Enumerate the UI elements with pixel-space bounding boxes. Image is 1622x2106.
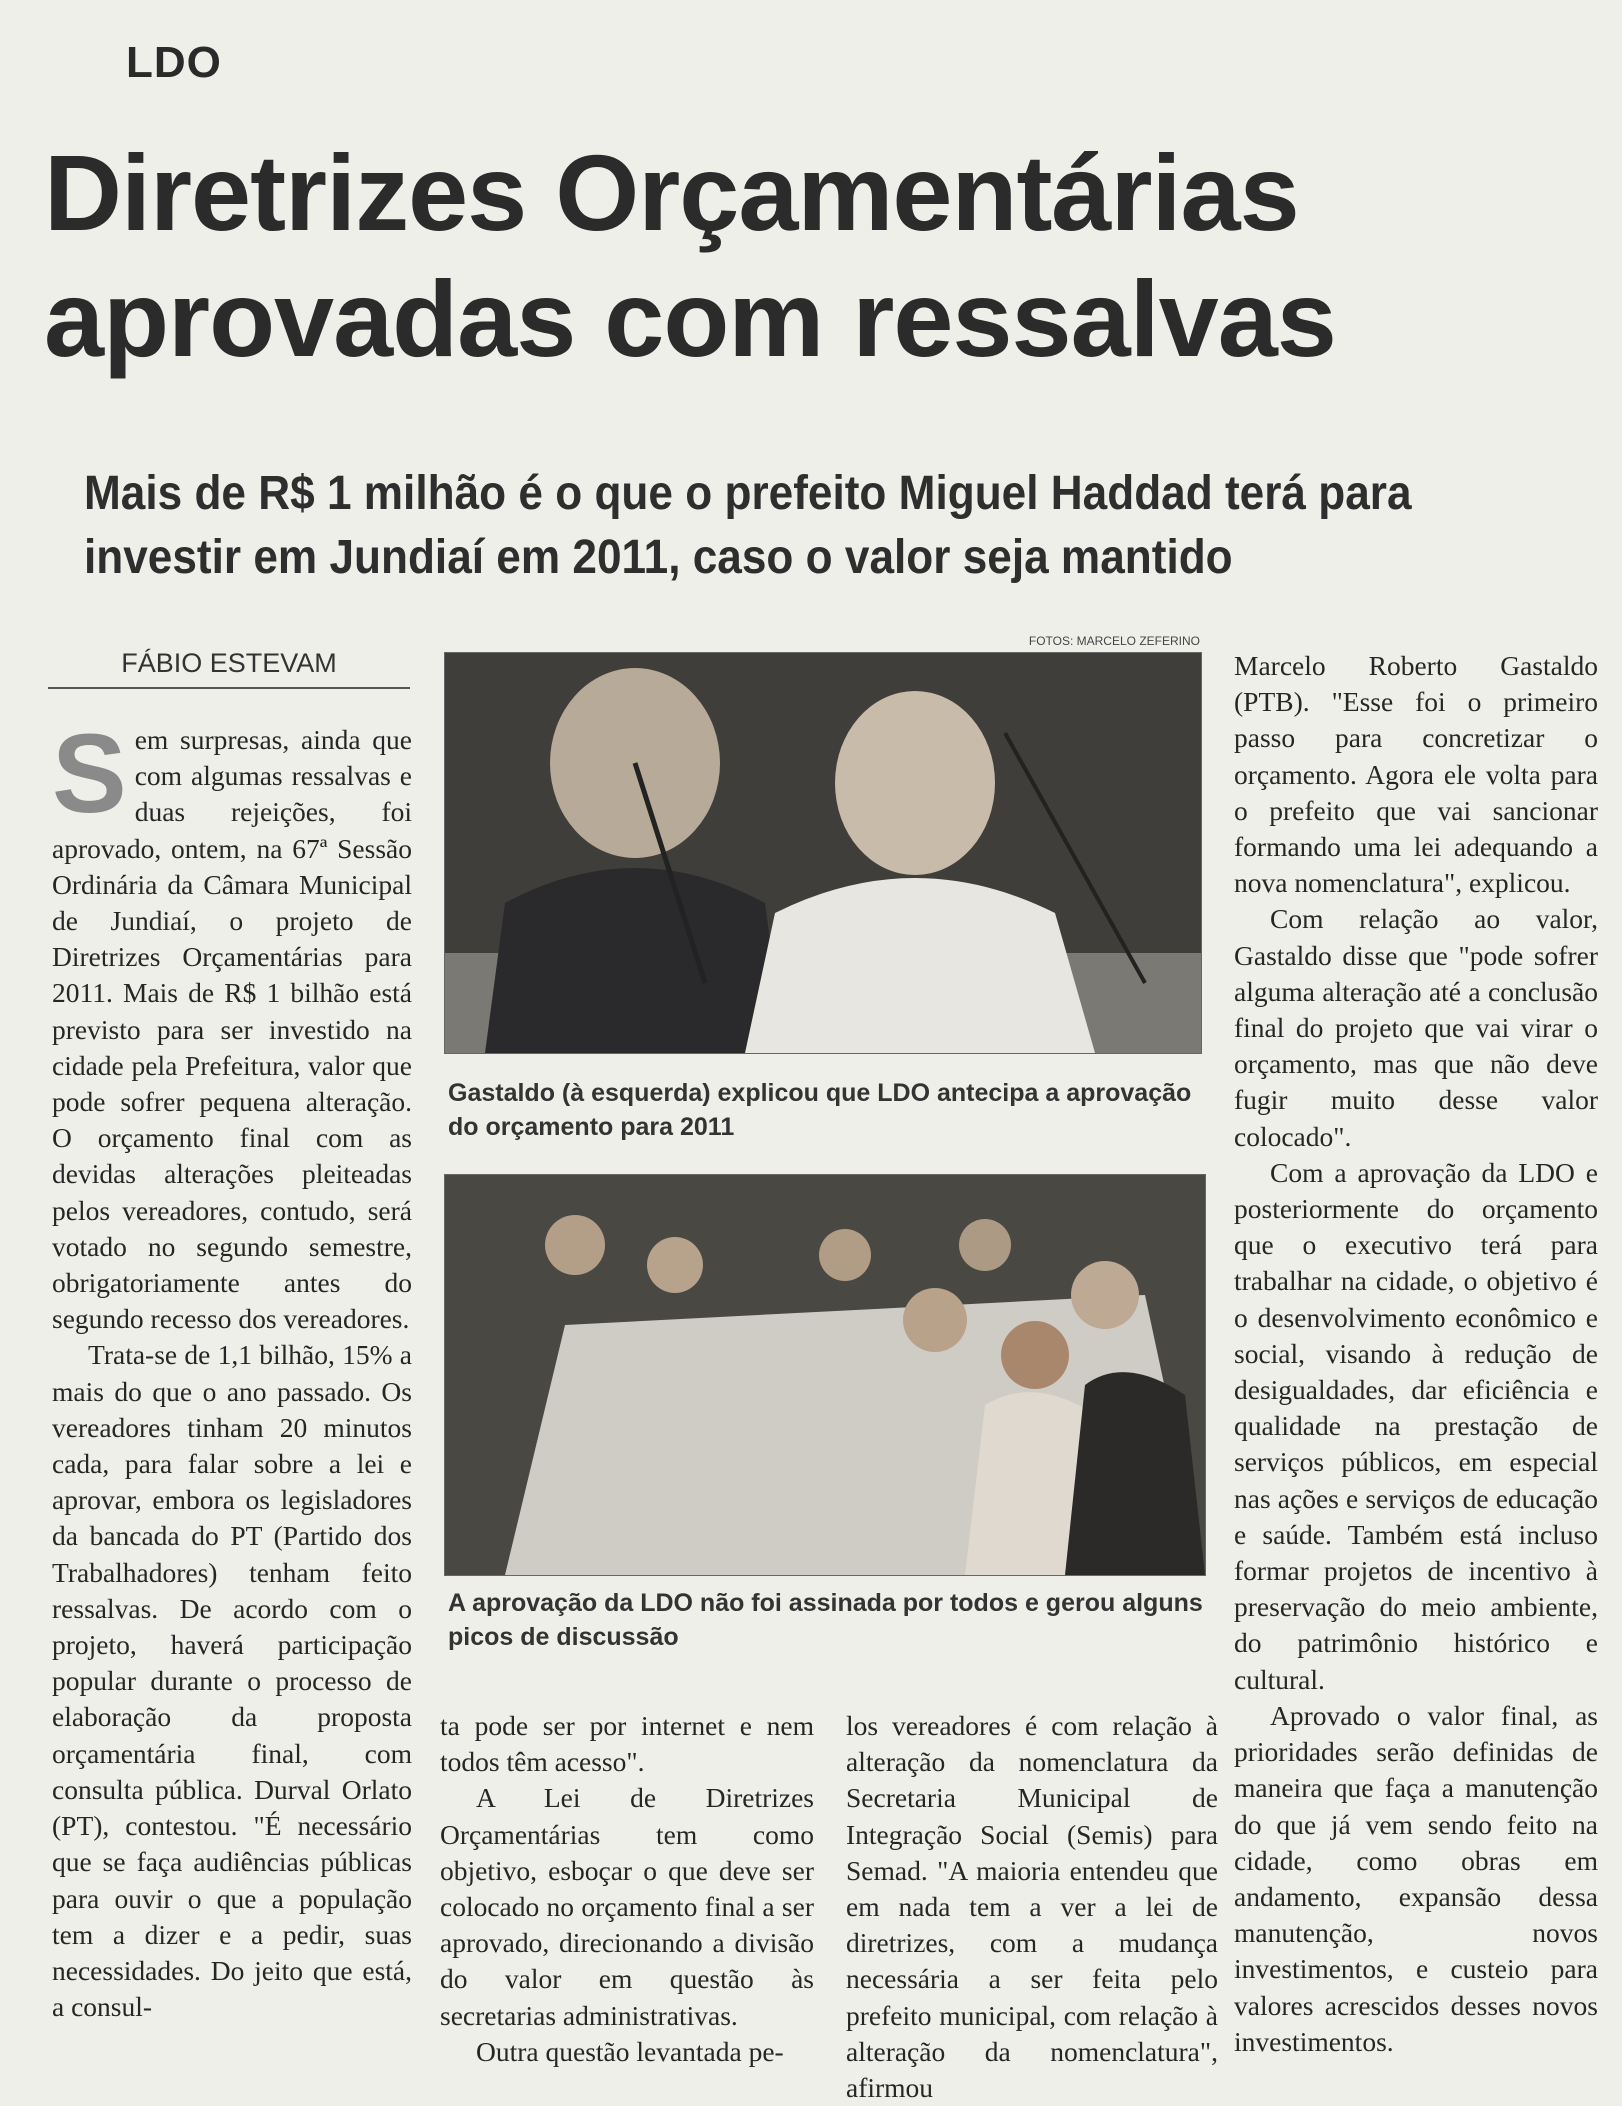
photo-council-meeting xyxy=(444,1174,1206,1576)
photo-placeholder-graphic xyxy=(445,1175,1205,1575)
paragraph-text: em surpresas, ainda que com algumas ressalvas e duas rejeições, foi aprovado, ontem, na 67ª Sessão Ordinária da Câmara Municipal de Jundiaí, o projeto de Diretrizes Orçamentárias para 2011. Mais de R$ 1 bilhão está previsto para ser investido na cidade pela Prefeitura, valor que pode sofrer pequena alteração. O orçamento final com as devidas alterações pleiteadas pelos vereadores, contudo, será votado no segundo semestre, obrigatoriamente antes do segundo recesso dos vereadores. xyxy=(52,724,412,1335)
article-column-2 xyxy=(440,1708,814,2094)
photo-credit: FOTOS: MARCELO ZEFERINO xyxy=(1028,634,1200,648)
lead-paragraph xyxy=(52,711,412,1337)
subheadline: Mais de R$ 1 milhão é o que o prefeito Miguel Haddad terá para investir em Jundiaí em 2011, caso o valor seja mantido xyxy=(84,467,1412,584)
section-label: LDO xyxy=(126,38,222,87)
paragraph: Com relação ao valor, Gastaldo disse que "pode sofrer alguma alteração até a conclusão final do projeto que vai virar o orçamento, mas que não deve fugir muito desse valor colocado". xyxy=(1234,903,1598,1152)
photo-gastaldo-session xyxy=(444,652,1202,1054)
drop-cap: S xyxy=(52,711,127,836)
byline: FÁBIO ESTEVAM xyxy=(48,648,410,689)
article-column-1 xyxy=(52,711,412,2092)
article-column-3 xyxy=(846,1708,1218,2104)
paragraph: Aprovado o valor final, as prioridades serão definidas de maneira que faça a manutenção do que já vem sendo feito na cidade, como obras em andamento, expansão dessa manutenção, novos investimentos, e custeio para valores acrescidos desses novos investimentos. xyxy=(1234,1699,1598,2057)
headline: Diretrizes Orçamentárias aprovadas com ressalvas xyxy=(44,132,1336,379)
paragraph: Trata-se de 1,1 bilhão, 15% a mais do que o ano passado. Os vereadores tinham 20 minutos cada, para falar sobre a lei e aprovar, embora os legisladores da bancada do PT (Partido dos Trabalhadores) tenham feito ressalvas. De acordo com o projeto, haverá participação popular durante o processo de elaboração da proposta orçamentária final, com consulta pública. Durval Orlato (PT), contestou. "É necessário que se faça audiências públicas para ouvir o que a população tem a dizer e a pedir, suas necessidades. Do jeito que está, a consul- xyxy=(52,1339,412,2023)
paragraph: los vereadores é com relação à alteração da nomenclatura da Secretaria Municipal de Integração Social (Semis) para Semad. "A maioria entendeu que em nada tem a ver a lei de diretrizes, com a mudança necessária a ser feita pelo prefeito municipal, com relação à alteração da nomenclatura", afirmou xyxy=(846,1710,1218,2104)
photo-caption-2: A aprovação da LDO não foi assinada por todos e gerou alguns picos de discussão xyxy=(448,1589,1203,1651)
paragraph: Com a aprovação da LDO e posteriormente do orçamento que o executivo terá para trabalhar na cidade, o objetivo é o desenvolvimento econômico e social, visando à redução de desigualdades, dar eficiência e qualidade na prestação de serviços públicos, em especial nas ações e serviços de educação e saúde. Também está incluso formar projetos de incentivo à preservação do meio ambiente, do patrimônio histórico e cultural. xyxy=(1234,1156,1598,1695)
paragraph: Outra questão levantada pe- xyxy=(476,2035,784,2067)
article-column-4 xyxy=(1234,648,1598,2094)
paragraph: ta pode ser por internet e nem todos têm acesso". xyxy=(440,1710,814,1778)
paragraph: Marcelo Roberto Gastaldo (PTB). "Esse foi o primeiro passo para concretizar o orçamento. Agora ele volta para o prefeito que vai sancionar formando uma lei adequando a nova nomenclatura", explicou. xyxy=(1234,650,1598,899)
photo-placeholder-graphic xyxy=(445,653,1201,1053)
paragraph: A Lei de Diretrizes Orçamentárias tem como objetivo, esboçar o que deve ser colocado no orçamento final a ser aprovado, direcionando a divisão do valor em questão às secretarias administrativas. xyxy=(440,1782,814,2031)
photo-caption-1: Gastaldo (à esquerda) explicou que LDO antecipa a aprovação do orçamento para 2011 xyxy=(448,1079,1192,1141)
